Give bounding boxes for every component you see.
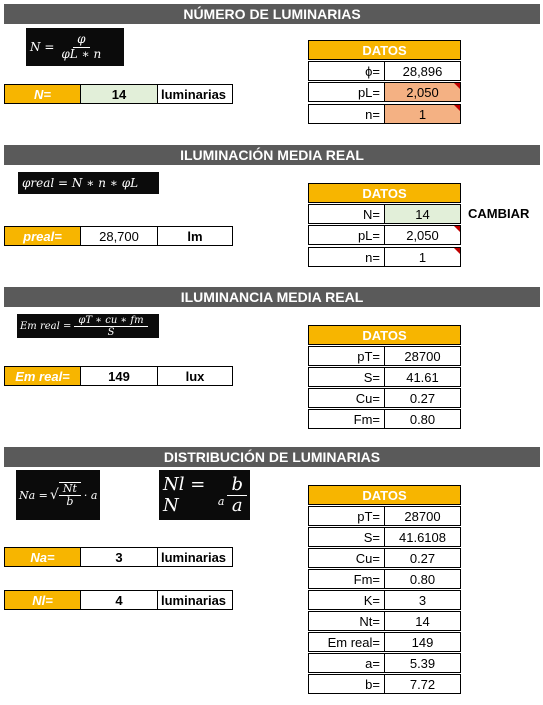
table-label: n=: [308, 247, 385, 267]
section-header-iluminancia-media-real: ILUMINANCIA MEDIA REAL: [4, 287, 540, 307]
table-label: pT=: [308, 346, 385, 366]
table-label: Fm=: [308, 569, 385, 589]
result-value-n[interactable]: 14: [80, 84, 158, 104]
table-value-n[interactable]: 14: [384, 204, 461, 224]
formula-em-real: [17, 314, 159, 338]
formula-tail: · a: [83, 488, 98, 502]
sqrt-icon: √: [49, 487, 59, 503]
formula-fraction: [57, 33, 105, 60]
table-value-pt[interactable]: 28700: [384, 506, 461, 526]
table-label: K=: [308, 590, 385, 610]
result-unit-preal: lm: [157, 226, 233, 246]
table-value-cu[interactable]: 0.27: [384, 548, 461, 568]
table-label: S=: [308, 527, 385, 547]
result-unit-nl: luminarias: [157, 590, 233, 610]
result-value-em-real[interactable]: 149: [80, 366, 158, 386]
table-value-b[interactable]: 7.72: [384, 674, 461, 694]
result-unit-n: luminarias: [157, 84, 233, 104]
formula-nl: [159, 470, 250, 520]
table-header-s2: DATOS: [308, 183, 461, 203]
result-unit-em-real: lux: [157, 366, 233, 386]
table-value-nt[interactable]: 14: [384, 611, 461, 631]
table-header-s3: DATOS: [308, 325, 461, 345]
result-label-nl: Nl=: [4, 590, 81, 610]
table-label: N=: [308, 204, 385, 224]
table-value-s[interactable]: 41.61: [384, 367, 461, 387]
result-label-em-real: Em real=: [4, 366, 81, 386]
result-value-na[interactable]: 3: [80, 547, 158, 567]
result-value-preal[interactable]: 28,700: [80, 226, 158, 246]
table-label: pL=: [308, 82, 385, 102]
formula-fraction: [74, 315, 147, 338]
formula-lhs: Em real =: [20, 320, 72, 332]
table-value-n-lum[interactable]: 1: [384, 247, 461, 267]
result-label-n: N=: [4, 84, 81, 104]
formula-n-luminarias: [26, 28, 124, 66]
formula-denominator: S: [107, 326, 115, 338]
table-value-a[interactable]: 5.39: [384, 653, 461, 673]
table-value-em-real[interactable]: 149: [384, 632, 461, 652]
table-label: Nt=: [308, 611, 385, 631]
formula-denominator: a: [231, 494, 243, 516]
table-value-pl[interactable]: 2,050: [384, 225, 461, 245]
table-label: pL=: [308, 225, 385, 245]
formula-lhs: Na =: [19, 488, 48, 502]
table-label: a=: [308, 653, 385, 673]
table-value-pl[interactable]: 2,050: [384, 82, 461, 102]
formula-lhs: N =: [30, 40, 55, 54]
formula-fraction: [59, 482, 81, 508]
formula-fraction: [227, 475, 247, 516]
result-label-preal: preal=: [4, 226, 81, 246]
formula-phi-real: φreal = N ∗ n ∗ φL: [18, 172, 159, 194]
formula-numerator: φ: [73, 33, 89, 47]
table-label: n=: [308, 104, 385, 124]
table-header-s4: DATOS: [308, 485, 461, 505]
table-value-fm[interactable]: 0.80: [384, 569, 461, 589]
formula-na: [16, 470, 100, 520]
result-label-na: Na=: [4, 547, 81, 567]
table-label: b=: [308, 674, 385, 694]
table-value-n[interactable]: 1: [384, 104, 461, 124]
table-label: Em real=: [308, 632, 385, 652]
formula-lhs: Nl = N: [163, 474, 206, 516]
formula-denominator: φL ∗ n: [61, 46, 102, 61]
result-unit-na: luminarias: [157, 547, 233, 567]
table-label: Cu=: [308, 548, 385, 568]
table-value-cu[interactable]: 0.27: [384, 388, 461, 408]
table-header-s1: DATOS: [308, 40, 461, 60]
formula-numerator: Nt: [59, 483, 81, 496]
table-value-k[interactable]: 3: [384, 590, 461, 610]
table-value-fm[interactable]: 0.80: [384, 409, 461, 429]
table-value-pt[interactable]: 28700: [384, 346, 461, 366]
table-label: Fm=: [308, 409, 385, 429]
table-label: pT=: [308, 506, 385, 526]
table-label: S=: [308, 367, 385, 387]
table-label: ϕ=: [308, 61, 385, 81]
formula-numerator: b: [227, 475, 247, 496]
section-header-distribucion-luminarias: DISTRIBUCIÓN DE LUMINARIAS: [4, 447, 540, 467]
formula-subscript: a: [217, 494, 225, 508]
table-label: Cu=: [308, 388, 385, 408]
table-value-phi[interactable]: 28,896: [384, 61, 461, 81]
result-value-nl[interactable]: 4: [80, 590, 158, 610]
cambiar-button[interactable]: CAMBIAR: [468, 206, 530, 221]
section-header-iluminacion-media-real: ILUMINACIÓN MEDIA REAL: [4, 145, 540, 165]
formula-denominator: b: [66, 495, 74, 508]
formula-numerator: φT ∗ cu ∗ fm: [74, 315, 147, 327]
section-header-numero-luminarias: NÚMERO DE LUMINARIAS: [4, 4, 540, 24]
table-value-s[interactable]: 41.6108: [384, 527, 461, 547]
